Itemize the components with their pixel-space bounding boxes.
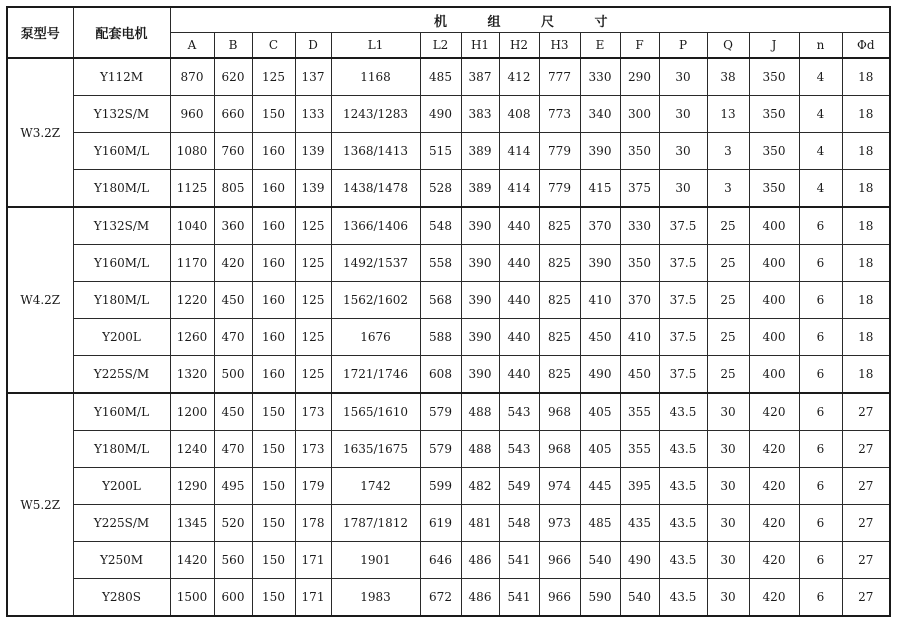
dimension-value-cell: 150 [252,468,295,505]
table-row [7,245,890,282]
dimension-value-cell: 543 [499,393,539,431]
dimension-value-cell: 178 [295,505,331,542]
column-header: B [214,33,252,59]
dimension-value-cell: 420 [749,393,799,431]
dimension-value-cell: 27 [842,393,890,431]
dimension-value-cell: 1901 [331,542,420,579]
dimension-value-cell: 43.5 [659,505,707,542]
table-row [7,282,890,319]
dimension-value-cell: 549 [499,468,539,505]
dimension-value-cell: 125 [295,207,331,245]
dimension-value-cell: 350 [749,133,799,170]
dimension-value-cell: 400 [749,282,799,319]
dimension-value-cell: 139 [295,170,331,208]
dimension-value-cell: 389 [461,133,499,170]
dimension-value-cell: 38 [707,58,749,96]
dimension-value-cell: 18 [842,282,890,319]
column-header: H2 [499,33,539,59]
dimension-value-cell: 1366/1406 [331,207,420,245]
dimension-value-cell: 37.5 [659,245,707,282]
dimension-value-cell: 375 [620,170,659,208]
dimension-value-cell: 1492/1537 [331,245,420,282]
dimension-value-cell: 1220 [170,282,214,319]
header-pump-model: 泵型号 [7,7,73,58]
motor-cell: Y200L [73,468,170,505]
motor-cell: Y132S/M [73,207,170,245]
table-row [7,468,890,505]
dimension-value-cell: 4 [799,170,842,208]
dimension-value-cell: 150 [252,431,295,468]
dimension-value-cell: 43.5 [659,431,707,468]
dimension-value-cell: 30 [707,542,749,579]
dimension-value-cell: 410 [620,319,659,356]
dimension-value-cell: 390 [461,245,499,282]
dimension-value-cell: 548 [499,505,539,542]
dimension-value-cell: 160 [252,245,295,282]
dimension-value-cell: 579 [420,393,461,431]
dimension-value-cell: 1168 [331,58,420,96]
dimension-value-cell: 1983 [331,579,420,617]
dimension-value-cell: 6 [799,207,842,245]
dimension-value-cell: 30 [707,431,749,468]
dimension-value-cell: 30 [707,393,749,431]
dimension-value-cell: 540 [580,542,620,579]
table-row [7,431,890,468]
dimension-value-cell: 620 [214,58,252,96]
column-header: A [170,33,214,59]
motor-cell: Y180M/L [73,282,170,319]
dimension-value-cell: 18 [842,356,890,394]
dimension-value-cell: 350 [749,96,799,133]
dimension-value-cell: 1125 [170,170,214,208]
dimension-value-cell: 672 [420,579,461,617]
dimension-value-cell: 968 [539,431,580,468]
table-row [7,207,890,245]
dimension-value-cell: 171 [295,579,331,617]
dimension-value-cell: 4 [799,96,842,133]
motor-cell: Y225S/M [73,505,170,542]
dimension-value-cell: 495 [214,468,252,505]
dimension-value-cell: 360 [214,207,252,245]
dimension-value-cell: 37.5 [659,319,707,356]
dimension-value-cell: 27 [842,468,890,505]
dimension-value-cell: 18 [842,96,890,133]
motor-cell: Y225S/M [73,356,170,394]
column-header: P [659,33,707,59]
dimension-value-cell: 18 [842,245,890,282]
motor-cell: Y200L [73,319,170,356]
dimension-value-cell: 490 [420,96,461,133]
dimension-value-cell: 1742 [331,468,420,505]
dimension-value-cell: 30 [659,170,707,208]
dimension-value-cell: 370 [580,207,620,245]
dimension-value-cell: 13 [707,96,749,133]
dimension-value-cell: 660 [214,96,252,133]
dimension-value-cell: 150 [252,542,295,579]
dimension-value-cell: 160 [252,133,295,170]
dimension-value-cell: 1170 [170,245,214,282]
pump-model-cell: W4.2Z [7,207,73,393]
table-row [7,542,890,579]
dimension-value-cell: 27 [842,579,890,617]
dimension-value-cell: 43.5 [659,579,707,617]
column-header: Q [707,33,749,59]
table-row [7,393,890,431]
column-header: F [620,33,659,59]
dimension-value-cell: 420 [749,579,799,617]
motor-cell: Y160M/L [73,393,170,431]
dimension-value-cell: 1345 [170,505,214,542]
dimension-value-cell: 355 [620,393,659,431]
column-header: L2 [420,33,461,59]
dimension-value-cell: 966 [539,542,580,579]
dimension-value-cell: 825 [539,356,580,394]
dimension-value-cell: 825 [539,245,580,282]
table-row [7,96,890,133]
dimension-value-cell: 18 [842,58,890,96]
dimension-value-cell: 150 [252,505,295,542]
dimension-value-cell: 160 [252,207,295,245]
dimension-table-container [6,6,891,617]
column-header: Φd [842,33,890,59]
dimension-value-cell: 150 [252,393,295,431]
dimension-value-cell: 387 [461,58,499,96]
dimension-value-cell: 579 [420,431,461,468]
dimension-value-cell: 548 [420,207,461,245]
dimension-value-cell: 330 [580,58,620,96]
dimension-value-cell: 590 [580,579,620,617]
motor-cell: Y180M/L [73,170,170,208]
dimension-value-cell: 125 [295,356,331,394]
table-row [7,133,890,170]
dimension-value-cell: 133 [295,96,331,133]
dimension-value-cell: 520 [214,505,252,542]
dimension-value-cell: 488 [461,431,499,468]
dimension-value-cell: 760 [214,133,252,170]
pump-model-cell: W3.2Z [7,58,73,207]
motor-cell: Y280S [73,579,170,617]
dimension-value-cell: 350 [749,170,799,208]
dimension-value-cell: 30 [707,579,749,617]
dimension-value-cell: 6 [799,468,842,505]
dimension-value-cell: 25 [707,356,749,394]
dimension-value-cell: 37.5 [659,356,707,394]
table-row [7,58,890,96]
dimension-value-cell: 27 [842,542,890,579]
dimension-value-cell: 410 [580,282,620,319]
dimension-value-cell: 528 [420,170,461,208]
dimension-value-cell: 390 [461,207,499,245]
dimension-value-cell: 825 [539,282,580,319]
dimension-value-cell: 160 [252,170,295,208]
motor-cell: Y112M [73,58,170,96]
dimension-value-cell: 1240 [170,431,214,468]
dimension-value-cell: 405 [580,393,620,431]
dimension-value-cell: 30 [659,133,707,170]
dimension-value-cell: 3 [707,170,749,208]
dimension-value-cell: 30 [707,505,749,542]
dimension-value-cell: 43.5 [659,393,707,431]
dimension-value-cell: 179 [295,468,331,505]
dimension-value-cell: 173 [295,393,331,431]
dimension-value-cell: 1243/1283 [331,96,420,133]
dimension-value-cell: 125 [252,58,295,96]
dimension-value-cell: 6 [799,356,842,394]
dimension-value-cell: 30 [659,96,707,133]
column-header: n [799,33,842,59]
dimension-value-cell: 541 [499,579,539,617]
dimension-value-cell: 973 [539,505,580,542]
dimension-value-cell: 330 [620,207,659,245]
dimension-value-cell: 825 [539,319,580,356]
dimension-value-cell: 400 [749,319,799,356]
dimension-value-cell: 490 [580,356,620,394]
dimension-value-cell: 18 [842,207,890,245]
dimension-value-cell: 25 [707,319,749,356]
dimension-value-cell: 160 [252,356,295,394]
dimension-value-cell: 1562/1602 [331,282,420,319]
dimension-value-cell: 773 [539,96,580,133]
column-header: L1 [331,33,420,59]
dimension-value-cell: 481 [461,505,499,542]
dimension-value-cell: 870 [170,58,214,96]
dimension-value-cell: 25 [707,245,749,282]
dimension-value-cell: 43.5 [659,542,707,579]
dimension-value-cell: 779 [539,133,580,170]
dimension-value-cell: 646 [420,542,461,579]
dimension-value-cell: 600 [214,579,252,617]
dimension-value-cell: 1676 [331,319,420,356]
dimension-value-cell: 420 [749,431,799,468]
dimension-value-cell: 6 [799,319,842,356]
dimension-value-cell: 608 [420,356,461,394]
motor-cell: Y180M/L [73,431,170,468]
dimension-value-cell: 1721/1746 [331,356,420,394]
motor-cell: Y250M [73,542,170,579]
dimension-value-cell: 558 [420,245,461,282]
dimension-value-cell: 1040 [170,207,214,245]
dimension-value-cell: 18 [842,170,890,208]
dimension-value-cell: 485 [420,58,461,96]
dimension-value-cell: 588 [420,319,461,356]
dimension-value-cell: 389 [461,170,499,208]
dimension-value-cell: 43.5 [659,468,707,505]
dimension-value-cell: 173 [295,431,331,468]
column-header: E [580,33,620,59]
dimension-value-cell: 825 [539,207,580,245]
header-motor: 配套电机 [73,7,170,58]
dimension-value-cell: 300 [620,96,659,133]
column-header: C [252,33,295,59]
dimension-value-cell: 408 [499,96,539,133]
dimension-value-cell: 355 [620,431,659,468]
dimension-value-cell: 37.5 [659,282,707,319]
dimension-value-cell: 390 [461,282,499,319]
dimension-value-cell: 6 [799,245,842,282]
dimension-value-cell: 139 [295,133,331,170]
dimension-value-cell: 405 [580,431,620,468]
dimension-value-cell: 805 [214,170,252,208]
dimension-value-cell: 440 [499,207,539,245]
dimension-value-cell: 777 [539,58,580,96]
dimension-value-cell: 390 [580,133,620,170]
dimension-value-cell: 350 [620,133,659,170]
dimension-value-cell: 543 [499,431,539,468]
dimension-value-cell: 1635/1675 [331,431,420,468]
dimension-value-cell: 1290 [170,468,214,505]
dimension-value-cell: 390 [461,319,499,356]
dimension-value-cell: 779 [539,170,580,208]
dimension-value-cell: 1500 [170,579,214,617]
dimension-value-cell: 619 [420,505,461,542]
dimension-value-cell: 1320 [170,356,214,394]
dimension-value-cell: 1260 [170,319,214,356]
dimension-value-cell: 150 [252,96,295,133]
dimension-value-cell: 440 [499,319,539,356]
dimension-value-cell: 6 [799,542,842,579]
dimension-value-cell: 482 [461,468,499,505]
dimension-value-cell: 500 [214,356,252,394]
dimension-value-cell: 125 [295,319,331,356]
column-header: J [749,33,799,59]
motor-cell: Y160M/L [73,245,170,282]
dimension-value-cell: 6 [799,393,842,431]
dimension-value-cell: 340 [580,96,620,133]
dimension-value-cell: 350 [620,245,659,282]
dimension-value-cell: 4 [799,58,842,96]
dimension-value-cell: 1200 [170,393,214,431]
table-row [7,505,890,542]
table-row [7,319,890,356]
dimension-value-cell: 1565/1610 [331,393,420,431]
header-unit-dimensions: 机 组 尺 寸 [170,7,890,33]
table-body [7,58,890,616]
dimension-value-cell: 974 [539,468,580,505]
dimension-value-cell: 440 [499,245,539,282]
dimension-value-cell: 470 [214,431,252,468]
dimension-value-cell: 400 [749,356,799,394]
dimension-value-cell: 125 [295,282,331,319]
motor-cell: Y160M/L [73,133,170,170]
table-row [7,579,890,617]
dimension-value-cell: 400 [749,207,799,245]
dimension-value-cell: 541 [499,542,539,579]
table-row [7,356,890,394]
dimension-value-cell: 420 [749,468,799,505]
dimension-value-cell: 160 [252,319,295,356]
dimension-value-cell: 485 [580,505,620,542]
dimension-value-cell: 6 [799,505,842,542]
dimension-value-cell: 400 [749,245,799,282]
dimension-value-cell: 420 [214,245,252,282]
dimension-value-cell: 968 [539,393,580,431]
dimension-value-cell: 27 [842,431,890,468]
dimension-value-cell: 25 [707,282,749,319]
dimension-value-cell: 18 [842,133,890,170]
dimension-value-cell: 415 [580,170,620,208]
dimension-value-cell: 171 [295,542,331,579]
pump-model-cell: W5.2Z [7,393,73,616]
dimension-value-cell: 27 [842,505,890,542]
dimension-value-cell: 160 [252,282,295,319]
dimension-value-cell: 290 [620,58,659,96]
dimension-value-cell: 6 [799,579,842,617]
dimension-value-cell: 960 [170,96,214,133]
dimension-value-cell: 6 [799,431,842,468]
dimension-value-cell: 568 [420,282,461,319]
dimension-value-cell: 30 [707,468,749,505]
dimension-value-cell: 440 [499,356,539,394]
table-row [7,170,890,208]
pump-unit-dimension-table [6,6,891,617]
dimension-value-cell: 390 [580,245,620,282]
dimension-value-cell: 412 [499,58,539,96]
dimension-value-cell: 1368/1413 [331,133,420,170]
dimension-value-cell: 6 [799,282,842,319]
column-header: H3 [539,33,580,59]
dimension-value-cell: 370 [620,282,659,319]
dimension-value-cell: 1438/1478 [331,170,420,208]
dimension-value-cell: 1787/1812 [331,505,420,542]
dimension-value-cell: 18 [842,319,890,356]
dimension-value-cell: 390 [461,356,499,394]
dimension-value-cell: 540 [620,579,659,617]
dimension-value-cell: 414 [499,133,539,170]
dimension-value-cell: 25 [707,207,749,245]
dimension-value-cell: 3 [707,133,749,170]
dimension-value-cell: 440 [499,282,539,319]
dimension-value-cell: 599 [420,468,461,505]
dimension-value-cell: 450 [214,282,252,319]
dimension-value-cell: 1080 [170,133,214,170]
dimension-value-cell: 420 [749,505,799,542]
dimension-value-cell: 30 [659,58,707,96]
dimension-value-cell: 435 [620,505,659,542]
dimension-value-cell: 450 [580,319,620,356]
dimension-value-cell: 450 [620,356,659,394]
dimension-value-cell: 450 [214,393,252,431]
dimension-value-cell: 490 [620,542,659,579]
dimension-value-cell: 383 [461,96,499,133]
dimension-value-cell: 1420 [170,542,214,579]
dimension-value-cell: 488 [461,393,499,431]
dimension-value-cell: 560 [214,542,252,579]
dimension-value-cell: 486 [461,542,499,579]
dimension-value-cell: 515 [420,133,461,170]
dimension-value-cell: 150 [252,579,295,617]
dimension-value-cell: 966 [539,579,580,617]
dimension-value-cell: 470 [214,319,252,356]
dimension-value-cell: 125 [295,245,331,282]
dimension-value-cell: 445 [580,468,620,505]
column-header: D [295,33,331,59]
dimension-value-cell: 486 [461,579,499,617]
dimension-value-cell: 4 [799,133,842,170]
dimension-value-cell: 350 [749,58,799,96]
dimension-value-cell: 414 [499,170,539,208]
dimension-value-cell: 420 [749,542,799,579]
motor-cell: Y132S/M [73,96,170,133]
column-header: H1 [461,33,499,59]
dimension-value-cell: 37.5 [659,207,707,245]
dimension-value-cell: 395 [620,468,659,505]
dimension-value-cell: 137 [295,58,331,96]
